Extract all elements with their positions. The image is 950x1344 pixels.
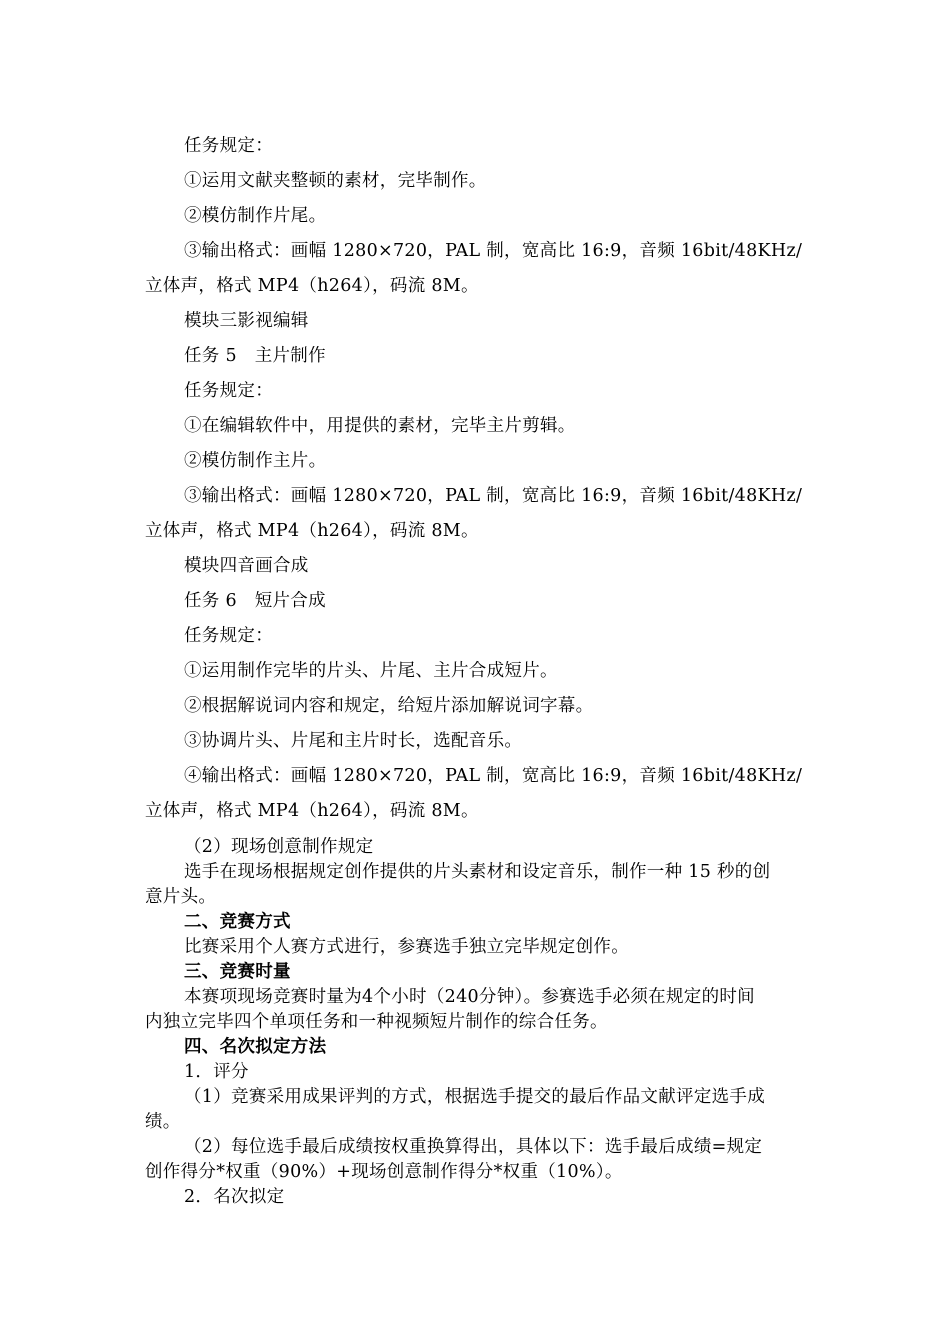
list-item: ①运用文献夹整顿的素材，完毕制作。 — [184, 171, 487, 191]
module-title: 模块三影视编辑 — [184, 311, 309, 331]
paragraph: 选手在现场根据规定创作提供的片头素材和设定音乐，制作一种 15 秒的创 — [184, 862, 771, 882]
list-item-continuation: 立体声，格式 MP4（h264），码流 8M。 — [145, 801, 479, 821]
paragraph-continuation: 意片头。 — [145, 887, 217, 907]
section-heading: 四、名次拟定方法 — [184, 1037, 327, 1057]
list-item-continuation: 立体声，格式 MP4（h264），码流 8M。 — [145, 521, 479, 541]
paragraph-continuation: 创作得分*权重（90%）+现场创意制作得分*权重（10%）。 — [145, 1162, 623, 1182]
subsection-heading: （2）现场创意制作规定 — [184, 837, 374, 857]
task-title: 任务 6 短片合成 — [184, 591, 326, 611]
task-requirements-label: 任务规定： — [184, 626, 273, 646]
module-title: 模块四音画合成 — [184, 556, 309, 576]
list-item: ①运用制作完毕的片头、片尾、主片合成短片。 — [184, 661, 558, 681]
paragraph: 比赛采用个人赛方式进行，参赛选手独立完毕规定创作。 — [184, 937, 629, 957]
list-item: ①在编辑软件中，用提供的素材，完毕主片剪辑。 — [184, 416, 576, 436]
list-item-continuation: 立体声，格式 MP4（h264），码流 8M。 — [145, 276, 479, 296]
paragraph-continuation: 内独立完毕四个单项任务和一种视频短片制作的综合任务。 — [145, 1012, 608, 1032]
section-heading: 二、竞赛方式 — [184, 912, 291, 932]
list-item: ④输出格式：画幅 1280×720，PAL 制，宽高比 16:9，音频 16bit/48KHz/ — [184, 766, 803, 786]
task-requirements-label: 任务规定： — [184, 381, 273, 401]
list-item: ②根据解说词内容和规定，给短片添加解说词字幕。 — [184, 696, 594, 716]
list-item: ②模仿制作主片。 — [184, 451, 327, 471]
section-heading: 三、竞赛时量 — [184, 962, 291, 982]
task-requirements-label: 任务规定： — [184, 136, 273, 156]
list-item: ③输出格式：画幅 1280×720，PAL 制，宽高比 16:9，音频 16bit/48KHz/ — [184, 241, 803, 261]
paragraph: （1）竞赛采用成果评判的方式，根据选手提交的最后作品文献评定选手成 — [184, 1087, 766, 1107]
paragraph: 本赛项现场竞赛时量为4个小时（240分钟）。参赛选手必须在规定的时间 — [184, 987, 755, 1007]
list-item: ②模仿制作片尾。 — [184, 206, 327, 226]
list-item: ③输出格式：画幅 1280×720，PAL 制，宽高比 16:9，音频 16bit/48KHz/ — [184, 486, 803, 506]
task-title: 任务 5 主片制作 — [184, 346, 326, 366]
subsection-heading: 2．名次拟定 — [184, 1187, 285, 1207]
subsection-heading: 1．评分 — [184, 1062, 249, 1082]
list-item: ③协调片头、片尾和主片时长，选配音乐。 — [184, 731, 523, 751]
paragraph: （2）每位选手最后成绩按权重换算得出，具体以下：选手最后成绩=规定 — [184, 1137, 763, 1157]
paragraph-continuation: 绩。 — [145, 1112, 181, 1132]
